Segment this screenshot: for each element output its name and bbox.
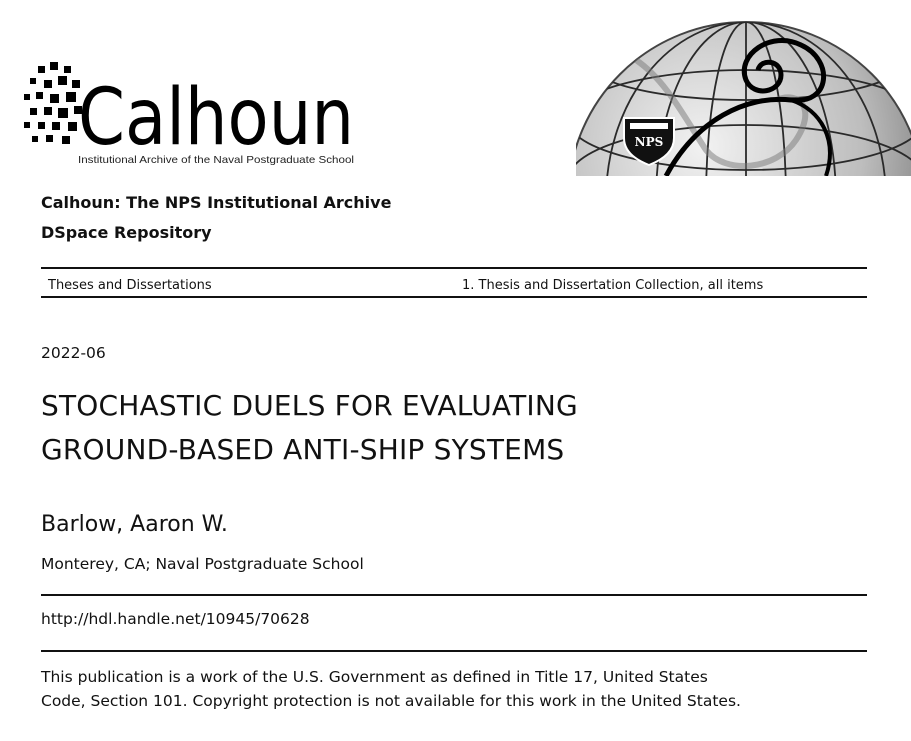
author-name: Barlow, Aaron W. [41, 512, 228, 537]
publisher: Monterey, CA; Naval Postgraduate School [41, 555, 364, 573]
divider [41, 296, 867, 298]
collection-link-theses[interactable]: Theses and Dissertations [48, 278, 212, 293]
nps-shield-text: NPS [634, 135, 664, 149]
rights-statement: This publication is a work of the U.S. Government as defined in Title 17, United States Code, Section 101. Copyright protection is not available for this work in the United States. [41, 668, 741, 710]
archive-name: Calhoun: The NPS Institutional Archive [41, 193, 392, 212]
pixel-dots-icon [24, 62, 82, 144]
item-title-line-1: STOCHASTIC DUELS FOR EVALUATING [41, 389, 578, 422]
globe-graphic [576, 0, 911, 176]
item-title [41, 384, 578, 472]
collection-link-all-items[interactable]: 1. Thesis and Dissertation Collection, all items [462, 278, 764, 293]
calhoun-logo [20, 52, 360, 170]
logo-tagline: Institutional Archive of the Naval Postgraduate School [78, 154, 354, 166]
divider [41, 594, 867, 596]
repository-name: DSpace Repository [41, 223, 212, 242]
logo-wordmark: Calhoun [78, 73, 354, 163]
divider [41, 267, 867, 269]
item-title-line-2: GROUND-BASED ANTI-SHIP SYSTEMS [41, 433, 565, 466]
handle-link[interactable]: http://hdl.handle.net/10945/70628 [41, 610, 310, 628]
publication-date: 2022-06 [41, 344, 106, 362]
divider [41, 650, 867, 652]
